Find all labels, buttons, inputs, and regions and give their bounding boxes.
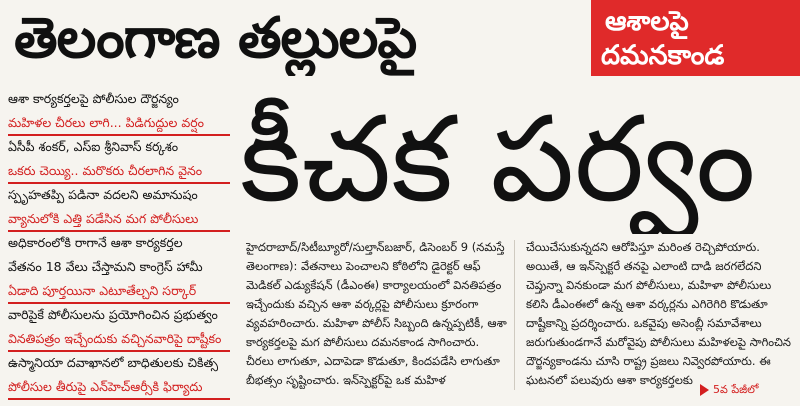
continued-label: 5వ పేజీలో <box>713 383 759 396</box>
sidebar-item: ఏడాది పూర్తయినా ఎటూతేల్చని సర్కార్ <box>8 278 230 304</box>
article-column-1: హైదరాబాద్/సిటీబ్యూరో/సుల్తాన్‌బజార్, డిసెంబర్ 9 (నమస్తే తెలంగాణ): వేతనాలు పెంచాలని కోఠిలోని డైరెక్టర్ ఆఫ్ మెడికల్ ఎడ్యుకేషన్ (డీఎంఈ) కార్యాలయంలో వినతిపత్రం ఇచ్చేందుకు వచ్చిన ఆశా వర్కర్లపై పోలీసులు క్రూరంగా వ్యవహరించారు. మహిళా పోలీస్ సిబ్బంది ఉన్నప్పటికీ, ఆశా కార్యకర్తలపై మగ పోలీసులు దమనకాండ సాగించారు. చీరలు లాగుతూ, ఎదాపెడా కొడుతూ, కిందపడేసి లాగుతూ బీభత్సం సృష్టించారు. ఇన్‌స్పెక్టర్‌పై ఒక మహిళ <box>246 240 507 387</box>
article-column-2: చేయిచేసుకున్నదని ఆరోపిస్తూ మరింత రెచ్చిపోయారు. అయితే, ఆ ఇన్‌స్పెక్టరే తనపై ఎలాంటి దాడి జరగలేదని చెప్తున్నా వినకుండా మగ పోలీసులు, మహిళా పోలీసులు కలిసి డీఎంఈలో ఉన్న ఆశా వర్కర్లను ఎగిరెగిరి కొడుతూ దాష్టీకాన్ని ప్రదర్శించారు. ఒకవైపు అసెంబ్లీ సమావేశాలు జరుగుతుండగానే మరోవైపు పోలీసులు మహిళలపై సాగించిన దౌర్జన్యకాండను చూసి రాష్ట్ర ప్రజలు నివ్వెరపోయారు. ఈ ఘటనలో పలువురు ఆశా కార్యకర్తలకు <box>526 240 792 387</box>
headline: తెలంగాణ తల్లులపై <box>14 6 417 71</box>
red-box-subheadline <box>591 0 800 76</box>
sidebar-item: వినతిపత్రం ఇచ్చేందుకు వచ్చినవారిపై దాష్టీకం <box>8 326 230 352</box>
sidebar-item: పోలీసుల తీరుపై ఎన్‌హెచ్ఆర్సీకి ఫిర్యాదు <box>8 374 230 400</box>
sidebar-item: అధికారంలోకి రాగానే ఆశా కార్యకర్తల <box>8 235 183 250</box>
arrow-right-icon <box>700 384 709 396</box>
sidebar-item: ఏసీపీ శంకర్, ఎస్ఐ శ్రీనివాస్ కర్కశం <box>8 139 179 154</box>
column-divider <box>514 240 515 390</box>
sidebar-item: వారిపైకే పోలీసులను ప్రయోగించిన ప్రభుత్వం <box>8 307 218 322</box>
sidebar-item: వ్యానులోకి ఎత్తి పడేసిన మగ పోలీసులు <box>8 206 230 232</box>
sidebar-item: ఉస్మానియా దవాఖానలో బాధితులకు చికిత్స <box>8 355 219 370</box>
sidebar-item: ఒకరు చెయ్యి.. మరొకరు చీరలాగిన వైనం <box>8 158 230 184</box>
sidebar-item: మహిళల చీరలు లాగి... పిడిగుద్దుల వర్షం <box>8 110 230 136</box>
continued-on-page <box>700 380 794 400</box>
sidebar-item: స్పృహతప్పి పడినా వదలని అమానుషం <box>8 187 198 202</box>
sidebar-item: ఆశా కార్యకర్తలపై పోలీసుల దౌర్జన్యం <box>8 91 179 106</box>
sidebar-item: వేతనం 18 వేలు చేస్తామని కాంగ్రెస్ హామీ <box>8 259 203 274</box>
main-title: కీచక పర్వం <box>240 90 756 228</box>
red-box-line-2: దమనకాండ <box>601 40 725 71</box>
red-box-line-1: ఆశాలపై <box>605 6 689 37</box>
highlights-sidebar <box>0 86 232 406</box>
